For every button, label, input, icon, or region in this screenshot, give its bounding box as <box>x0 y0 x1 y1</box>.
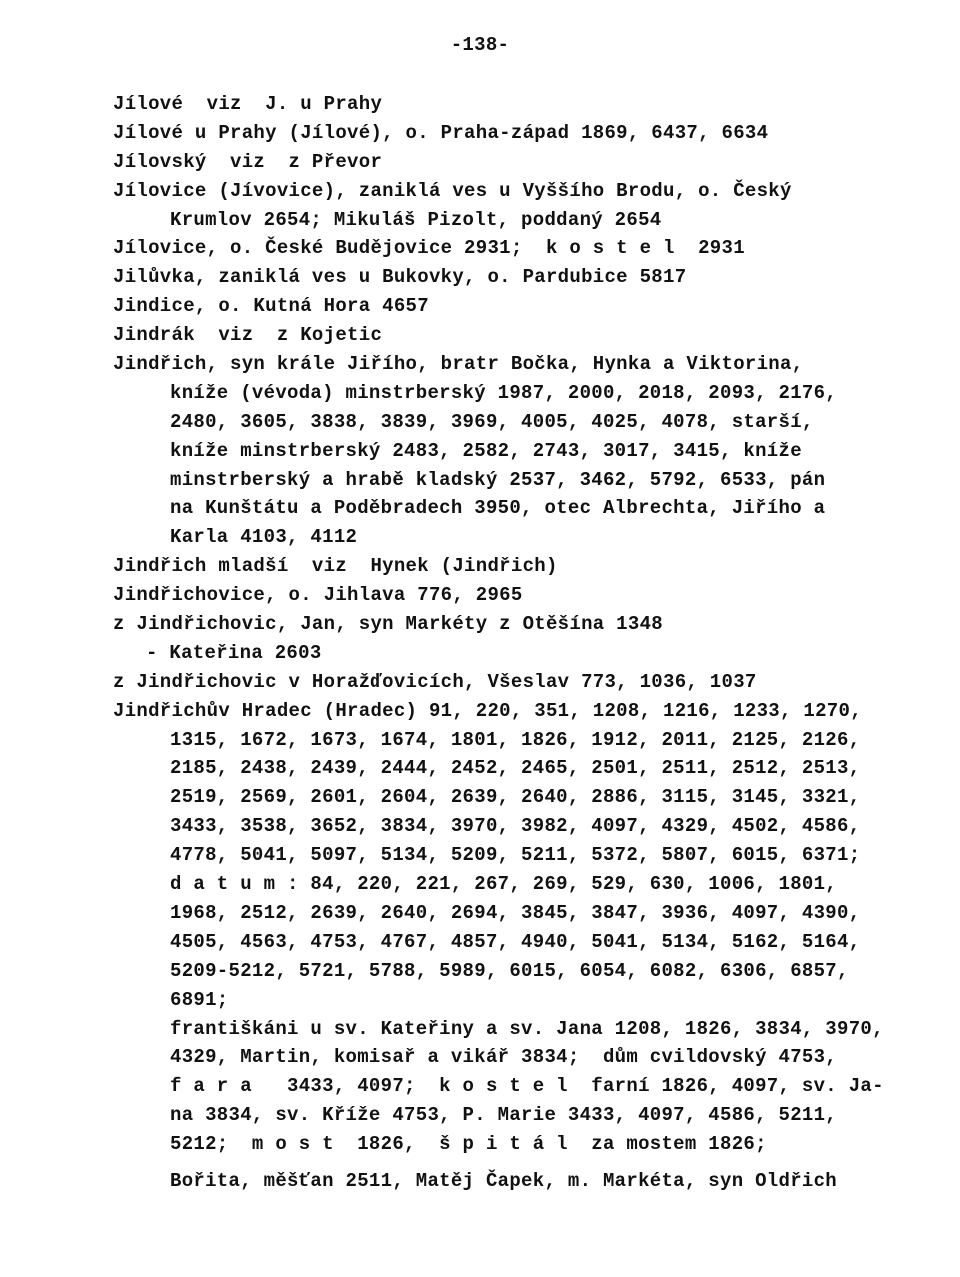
index-entry-continuation: 1315, 1672, 1673, 1674, 1801, 1826, 1912, 2011, 2125, 2126, <box>170 728 861 751</box>
index-entry-continuation: Bořita, měšťan 2511, Matěj Čapek, m. Markéta, syn Oldřich <box>170 1169 838 1192</box>
index-entry-line: Jílové u Prahy (Jílové), o. Praha-západ 1869, 6437, 6634 <box>113 121 769 144</box>
page-number: -138- <box>450 34 510 56</box>
line-gap <box>113 1159 913 1167</box>
index-entry-line: z Jindřichovic, Jan, syn Markéty z Otěšína 1348 <box>113 613 663 636</box>
index-entry-continuation: 2185, 2438, 2439, 2444, 2452, 2465, 2501, 2511, 2512, 2513, <box>170 757 861 780</box>
index-entry-line: Jílovský viz z Převor <box>113 150 383 173</box>
index-entry-continuation: 2480, 3605, 3838, 3839, 3969, 4005, 4025, 4078, starší, <box>170 410 814 433</box>
index-entry-continuation: 2519, 2569, 2601, 2604, 2639, 2640, 2886, 3115, 3145, 3321, <box>170 786 861 809</box>
index-entry-line: Jílovice, o. České Budějovice 2931; k o s t e l 2931 <box>113 237 745 260</box>
index-entry-continuation: 6891; <box>170 988 229 1011</box>
index-entry-continuation: 1968, 2512, 2639, 2640, 2694, 3845, 3847, 3936, 4097, 4390, <box>170 901 861 924</box>
index-entry-continuation: - Kateřina 2603 <box>146 641 322 664</box>
index-entry-continuation: na Kunštátu a Poděbradech 3950, otec Albrechta, Jiřího a <box>170 497 826 520</box>
index-entry-line: Jílovice (Jívovice), zaniklá ves u Vyššího Brodu, o. Český <box>113 179 792 202</box>
index-entry-line: Jilůvka, zaniklá ves u Bukovky, o. Pardubice 5817 <box>113 266 687 289</box>
index-entry-continuation: 3433, 3538, 3652, 3834, 3970, 3982, 4097, 4329, 4502, 4586, <box>170 815 861 838</box>
index-entry-line: Jindřichovice, o. Jihlava 776, 2965 <box>113 584 523 607</box>
index-entry-continuation: kníže minstrberský 2483, 2582, 2743, 3017, 3415, kníže <box>170 439 802 462</box>
index-entry-continuation: minstrberský a hrabě kladský 2537, 3462, 5792, 6533, pán <box>170 468 826 491</box>
index-entry-line: Jindřich mladší viz Hynek (Jindřich) <box>113 555 558 578</box>
index-entry-continuation: f a r a 3433, 4097; k o s t e l farní 1826, 4097, sv. Ja- <box>170 1075 884 1098</box>
index-entry-continuation: Karla 4103, 4112 <box>170 526 358 549</box>
index-entry-continuation: na 3834, sv. Kříže 4753, P. Marie 3433, 4097, 4586, 5211, <box>170 1104 838 1127</box>
index-entry-continuation: d a t u m : 84, 220, 221, 267, 269, 529, 630, 1006, 1801, <box>170 873 838 896</box>
index-entry-continuation: 5209-5212, 5721, 5788, 5989, 6015, 6054, 6082, 6306, 6857, <box>170 959 849 982</box>
index-entry-line: Jindice, o. Kutná Hora 4657 <box>113 295 429 318</box>
index-entry-continuation: Krumlov 2654; Mikuláš Pizolt, poddaný 2654 <box>170 208 662 231</box>
index-entry-continuation: františkáni u sv. Kateřiny a sv. Jana 1208, 1826, 3834, 3970, <box>170 1017 884 1040</box>
index-entry-continuation: 4329, Martin, komisař a vikář 3834; dům cvildovský 4753, <box>170 1046 838 1069</box>
index-entry-continuation: 4778, 5041, 5097, 5134, 5209, 5211, 5372, 5807, 6015, 6371; <box>170 844 861 867</box>
index-entry-line: z Jindřichovic v Horažďovicích, Všeslav 773, 1036, 1037 <box>113 670 757 693</box>
index-entry-line: Jílové viz J. u Prahy <box>113 93 383 115</box>
index-entry-continuation: 4505, 4563, 4753, 4767, 4857, 4940, 5041, 5134, 5162, 5164, <box>170 930 861 953</box>
index-entry-continuation: kníže (vévoda) minstrberský 1987, 2000, 2018, 2093, 2176, <box>170 381 838 404</box>
index-entry-line: Jindrák viz z Kojetic <box>113 324 383 347</box>
index-entry-continuation: 5212; m o s t 1826, š p i t á l za mostem 1826; <box>170 1133 767 1156</box>
index-entry-line: Jindřichův Hradec (Hradec) 91, 220, 351, 1208, 1216, 1233, 1270, <box>113 699 862 722</box>
index-entry-line: Jindřich, syn krále Jiřího, bratr Bočka, Hynka a Viktorina, <box>113 353 804 376</box>
index-entries <box>113 90 913 1196</box>
